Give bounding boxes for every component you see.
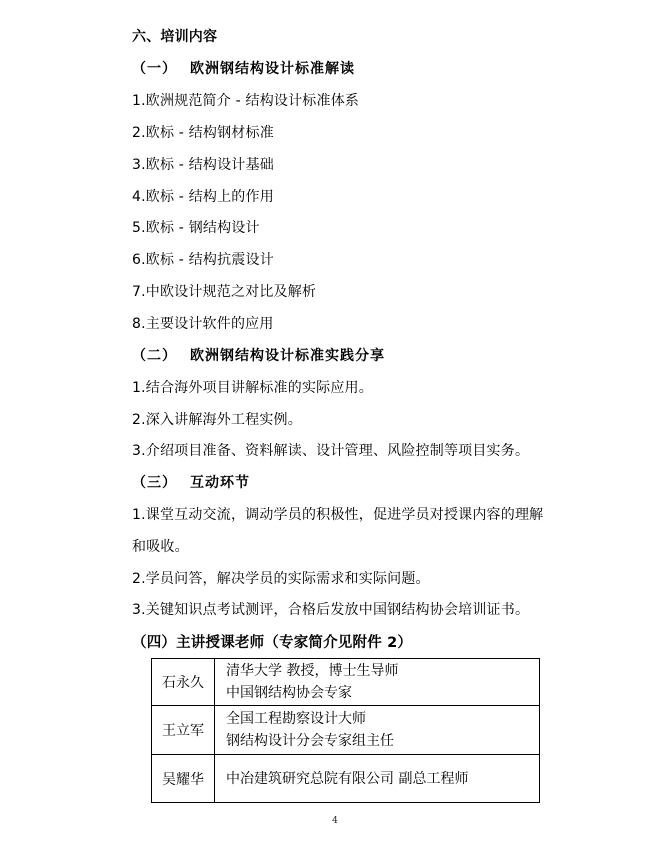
part1-item: 3.欧标 - 结构设计基础 xyxy=(132,157,274,173)
expert-name: 王立军 xyxy=(152,706,215,755)
part2-item: 1.结合海外项目讲解标准的实际应用。 xyxy=(132,380,373,396)
part3-title-row xyxy=(132,472,250,492)
expert-description xyxy=(215,706,540,755)
part4-title: （四）主讲授课老师（专家简介见附件 2） xyxy=(132,635,413,651)
part2-mark: （二） xyxy=(132,348,177,364)
part3-item: 1.课堂互动交流，调动学员的积极性，促进学员对授课内容的理解 xyxy=(132,507,544,523)
expert-title-line: 钢结构设计分会专家组主任 xyxy=(226,733,394,749)
expert-name: 吴耀华 xyxy=(152,755,215,803)
part2-title: 欧洲钢结构设计标准实践分享 xyxy=(190,348,385,364)
expert-title-line: 全国工程勘察设计大师 xyxy=(226,711,366,727)
part1-item: 5.欧标 - 钢结构设计 xyxy=(132,220,260,236)
part3-item: 2.学员问答，解决学员的实际需求和实际问题。 xyxy=(132,571,430,587)
part1-item: 4.欧标 - 结构上的作用 xyxy=(132,189,274,205)
part1-item: 6.欧标 - 结构抗震设计 xyxy=(132,252,274,268)
part1-item: 8.主要设计软件的应用 xyxy=(132,316,274,332)
part3-mark: （三） xyxy=(132,475,177,491)
expert-name: 石永久 xyxy=(152,659,215,706)
section-heading: 六、培训内容 xyxy=(132,29,218,45)
table-row xyxy=(152,755,540,803)
part2-item: 3.介绍项目准备、资料解读、设计管理、风险控制等项目实务。 xyxy=(132,443,530,459)
part3-item-continuation: 和吸收。 xyxy=(132,539,189,555)
part1-title: 欧洲钢结构设计标准解读 xyxy=(190,61,355,77)
table-row xyxy=(152,706,540,755)
expert-title-line: 中冶建筑研究总院有限公司 副总工程师 xyxy=(226,770,469,787)
page-number: 4 xyxy=(332,816,338,826)
expert-description xyxy=(215,659,540,706)
part2-title-row xyxy=(132,345,385,365)
part1-mark: （一） xyxy=(132,61,177,77)
part2-item: 2.深入讲解海外工程实例。 xyxy=(132,412,302,428)
expert-title-line: 清华大学 教授，博士生导师 xyxy=(226,663,399,679)
part3-title: 互动环节 xyxy=(190,475,250,491)
expert-description xyxy=(215,755,540,803)
experts-table xyxy=(151,658,540,803)
table-row xyxy=(152,659,540,706)
part1-item: 7.中欧设计规范之对比及解析 xyxy=(132,284,317,300)
part1-title-row xyxy=(132,58,355,78)
part3-item: 3.关键知识点考试测评，合格后发放中国钢结构协会培训证书。 xyxy=(132,602,530,618)
expert-title-line: 中国钢结构协会专家 xyxy=(226,685,352,701)
part1-item: 2.欧标 - 结构钢材标准 xyxy=(132,125,274,141)
part1-item: 1.欧洲规范简介 - 结构设计标准体系 xyxy=(132,93,360,109)
